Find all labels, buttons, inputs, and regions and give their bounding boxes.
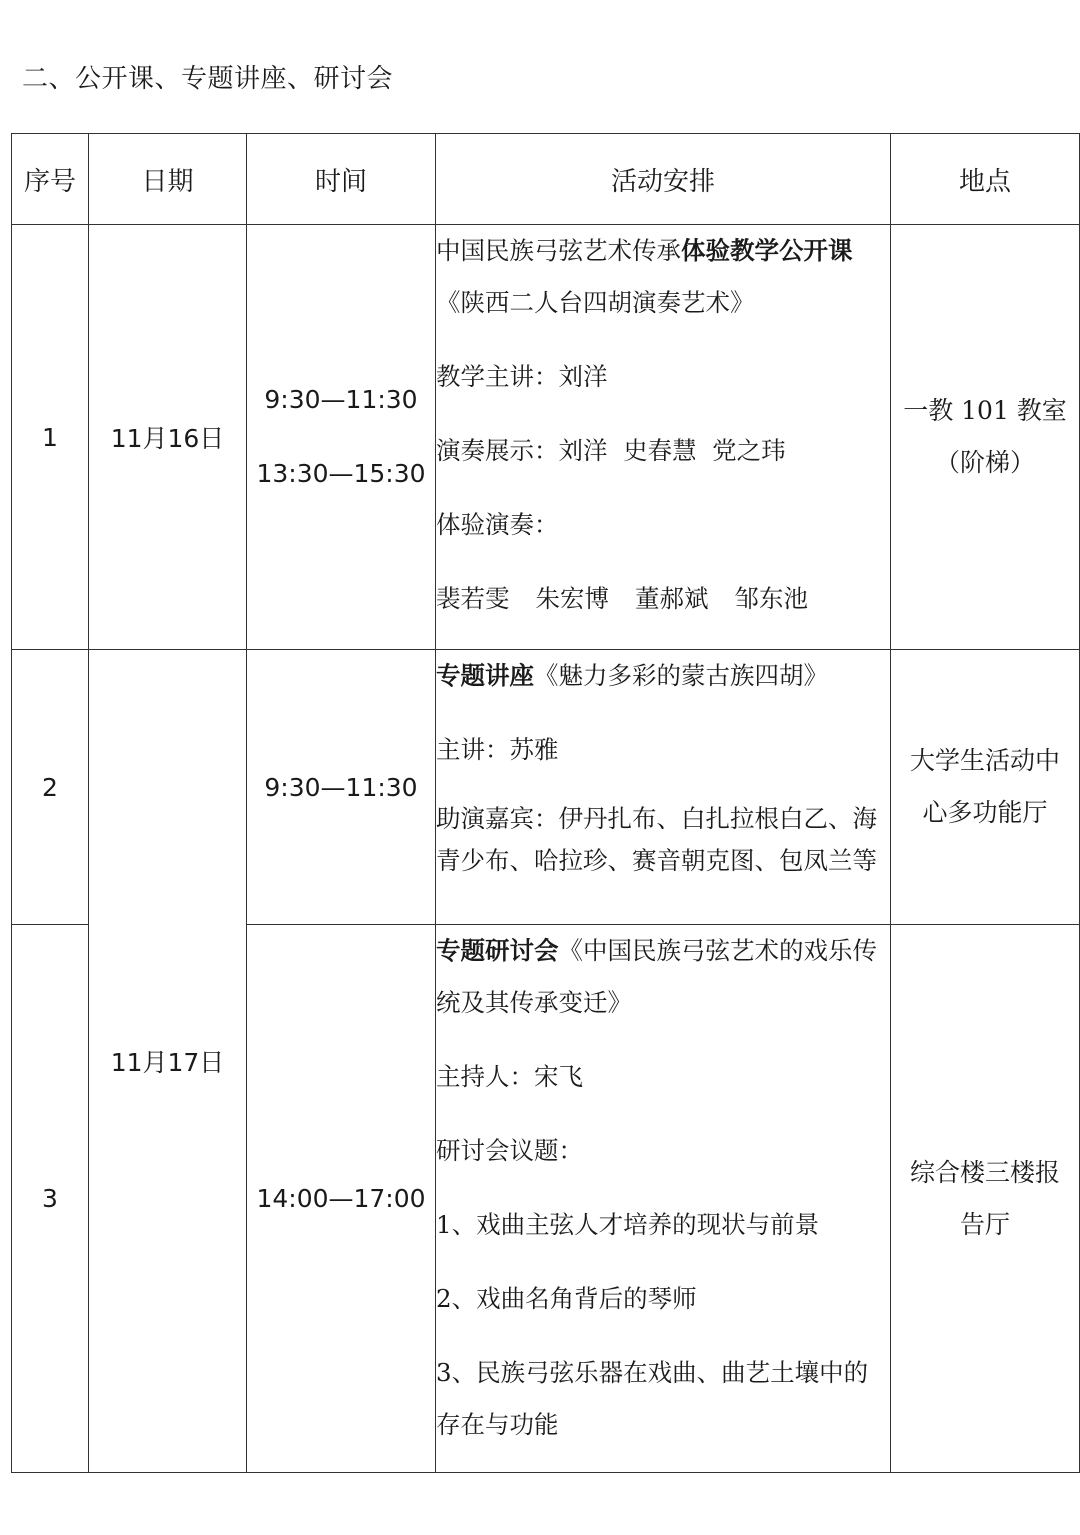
row-number: 2 [12, 650, 89, 925]
row-activity [436, 225, 891, 650]
header-activity: 活动安排 [436, 134, 891, 225]
header-date: 日期 [89, 134, 247, 225]
time-slot: 9:30—11:30 [264, 385, 418, 414]
section-title: 二、公开课、专题讲座、研讨会 [22, 64, 394, 94]
row-date: 11月17日 [89, 650, 247, 1473]
row-number: 1 [12, 225, 89, 650]
table-row [12, 225, 1080, 650]
row-venue: 大学生活动中 心多功能厅 [891, 650, 1080, 925]
activity-topics-label: 研讨会议题： [436, 1136, 583, 1165]
row-number: 3 [12, 925, 89, 1473]
activity-experience-label: 体验演奏： [436, 510, 559, 539]
time-slot: 13:30—15:30 [256, 459, 426, 488]
row-date: 11月16日 [89, 225, 247, 650]
activity-lecturer: 主讲：苏雅 [436, 735, 559, 764]
activity-title: 专题研讨会《中国民族弓弦艺术的戏乐传统及其传承变迁》 [436, 936, 877, 1017]
activity-topic: 2、戏曲名角背后的琴师 [436, 1284, 697, 1313]
activity-title: 中国民族弓弦艺术传承体验教学公开课《陕西二人台四胡演奏艺术》 [436, 236, 853, 317]
activity-topic: 3、民族弓弦乐器在戏曲、曲艺土壤中的存在与功能 [436, 1358, 869, 1439]
row-time: 9:30—11:30 [247, 650, 436, 925]
activity-performers: 演奏展示：刘洋 史春慧 党之玮 [436, 436, 786, 465]
activity-lecturer: 教学主讲：刘洋 [436, 362, 608, 391]
activity-guests: 助演嘉宾：伊丹扎布、白扎拉根白乙、海青少布、哈拉珍、赛音朝克图、包凤兰等 [436, 804, 877, 875]
row-venue: 一教 101 教室 （阶梯） [891, 225, 1080, 650]
row-time: 14:00—17:00 [247, 925, 436, 1473]
table-header-row [12, 134, 1080, 225]
header-time: 时间 [247, 134, 436, 225]
row-time [247, 225, 436, 650]
schedule-table [11, 133, 1080, 1473]
activity-experience-names: 裴若雯 朱宏博 董郝斌 邹东池 [436, 584, 808, 613]
header-number: 序号 [12, 134, 89, 225]
activity-host: 主持人：宋飞 [436, 1062, 583, 1091]
row-activity [436, 925, 891, 1473]
table-row [12, 650, 1080, 925]
row-activity [436, 650, 891, 925]
activity-topic: 1、戏曲主弦人才培养的现状与前景 [436, 1210, 820, 1239]
activity-title: 专题讲座《魅力多彩的蒙古族四胡》 [436, 661, 828, 690]
row-venue: 综合楼三楼报 告厅 [891, 925, 1080, 1473]
header-venue: 地点 [891, 134, 1080, 225]
